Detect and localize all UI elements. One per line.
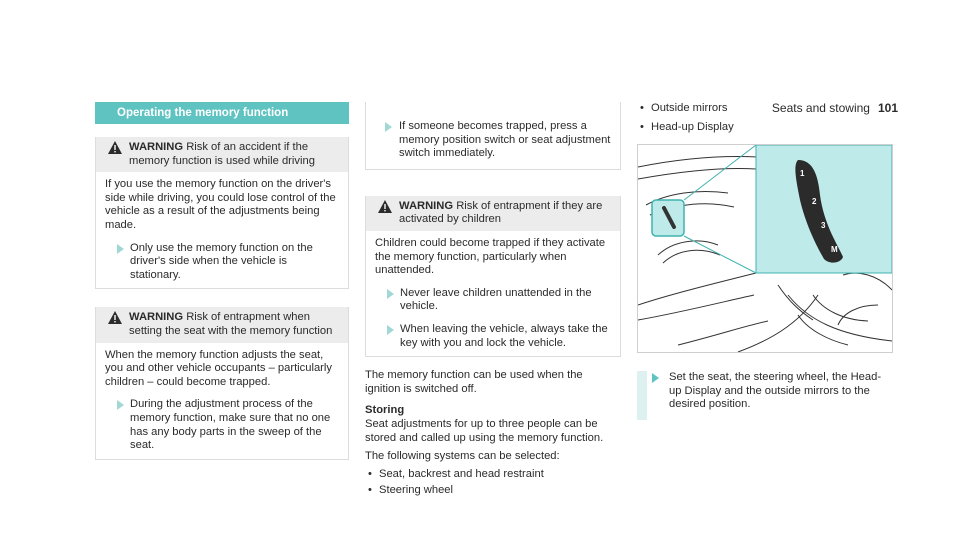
step-arrow-icon xyxy=(385,122,392,132)
step-text: If someone becomes trapped, press a memory position switch or seat adjustment switch immediately. xyxy=(399,120,611,160)
warning-head-text: Risk of entrapment if they are activated by children xyxy=(399,199,603,226)
warning-label: WARNING xyxy=(129,141,184,153)
column-3 xyxy=(637,102,891,420)
warning-box-children xyxy=(365,196,621,357)
paragraph: Seat adjustments for up to three people can be stored and called up using the memory function. xyxy=(365,417,604,444)
warning-label: WARNING xyxy=(129,311,184,324)
warning-body-text: If you use the memory function on the driver's side while driving, you could lose control of the vehicle as a result of the adjustments being made. xyxy=(105,178,336,231)
column-1 xyxy=(95,102,349,460)
memory-button-m: M xyxy=(831,245,838,255)
paragraph: The memory function can be used when the ignition is switched off. xyxy=(365,369,583,395)
warning-label: WARNING xyxy=(399,199,454,212)
warning-triangle-icon xyxy=(108,311,122,324)
warning-head-text: Risk of entrapment when setting the seat with the memory function xyxy=(129,311,333,337)
instruction-step xyxy=(105,398,340,452)
warning-header xyxy=(96,307,348,342)
instruction-step xyxy=(637,371,891,420)
warning-body xyxy=(96,343,348,459)
list-item: • Steering wheel xyxy=(365,484,621,498)
warning-triangle-icon xyxy=(378,200,392,213)
step-text: Set the seat, the steering wheel, the Head-up Display and the outside mirrors to the desired position. xyxy=(669,371,882,411)
subheading-storing: Storing xyxy=(365,404,405,417)
step-text: When leaving the vehicle, always take the key with you and lock the vehicle. xyxy=(400,322,608,349)
step-arrow-icon xyxy=(652,373,659,383)
step-arrow-icon xyxy=(117,400,124,410)
paragraph: The following systems can be selected: xyxy=(365,450,560,463)
list-item: • Seat, backrest and head restraint xyxy=(365,468,621,482)
step-text: Never leave children unattended in the vehicle. xyxy=(400,286,592,313)
memory-buttons-illustration xyxy=(637,144,893,353)
column-2 xyxy=(365,102,621,498)
list-item: • Head-up Display xyxy=(637,121,891,135)
section-name: Seats and stowing xyxy=(771,101,870,115)
instruction-step xyxy=(105,242,340,283)
memory-button-2: 2 xyxy=(812,197,817,207)
memory-button-1: 1 xyxy=(800,169,805,179)
warning-body-text: Children could become trapped if they activate the memory function, particularly when unattended. xyxy=(375,236,606,277)
warning-body xyxy=(96,172,348,288)
instruction-step xyxy=(375,323,612,350)
door-panel-drawing xyxy=(638,145,892,352)
warning-header xyxy=(96,137,348,172)
step-text: Only use the memory function on the driver's side when the vehicle is stationary. xyxy=(130,241,313,281)
step-text: During the adjustment process of the memory function, make sure that no one has any body parts in the sweep of the seat. xyxy=(130,398,331,452)
instruction-step-box xyxy=(365,102,621,170)
warning-box-accident xyxy=(95,137,349,289)
step-arrow-icon xyxy=(117,244,124,254)
warning-head-text: Risk of an accident if the memory function is used while driving xyxy=(129,141,315,167)
step-arrow-icon xyxy=(387,289,394,299)
section-title: Operating the memory function xyxy=(95,102,349,124)
warning-header xyxy=(366,196,620,231)
warning-box-entrapment-seat xyxy=(95,307,349,459)
warning-triangle-icon xyxy=(108,141,122,154)
warning-body xyxy=(366,231,620,356)
warning-body-text: When the memory function adjusts the seat, you and other vehicle occupants – particularly children – could become trapped. xyxy=(105,348,332,388)
page-number: 101 xyxy=(877,101,898,115)
memory-button-3: 3 xyxy=(821,221,826,231)
step-arrow-icon xyxy=(387,325,394,335)
list-item: • Outside mirrors xyxy=(637,102,891,116)
instruction-step xyxy=(375,287,612,314)
